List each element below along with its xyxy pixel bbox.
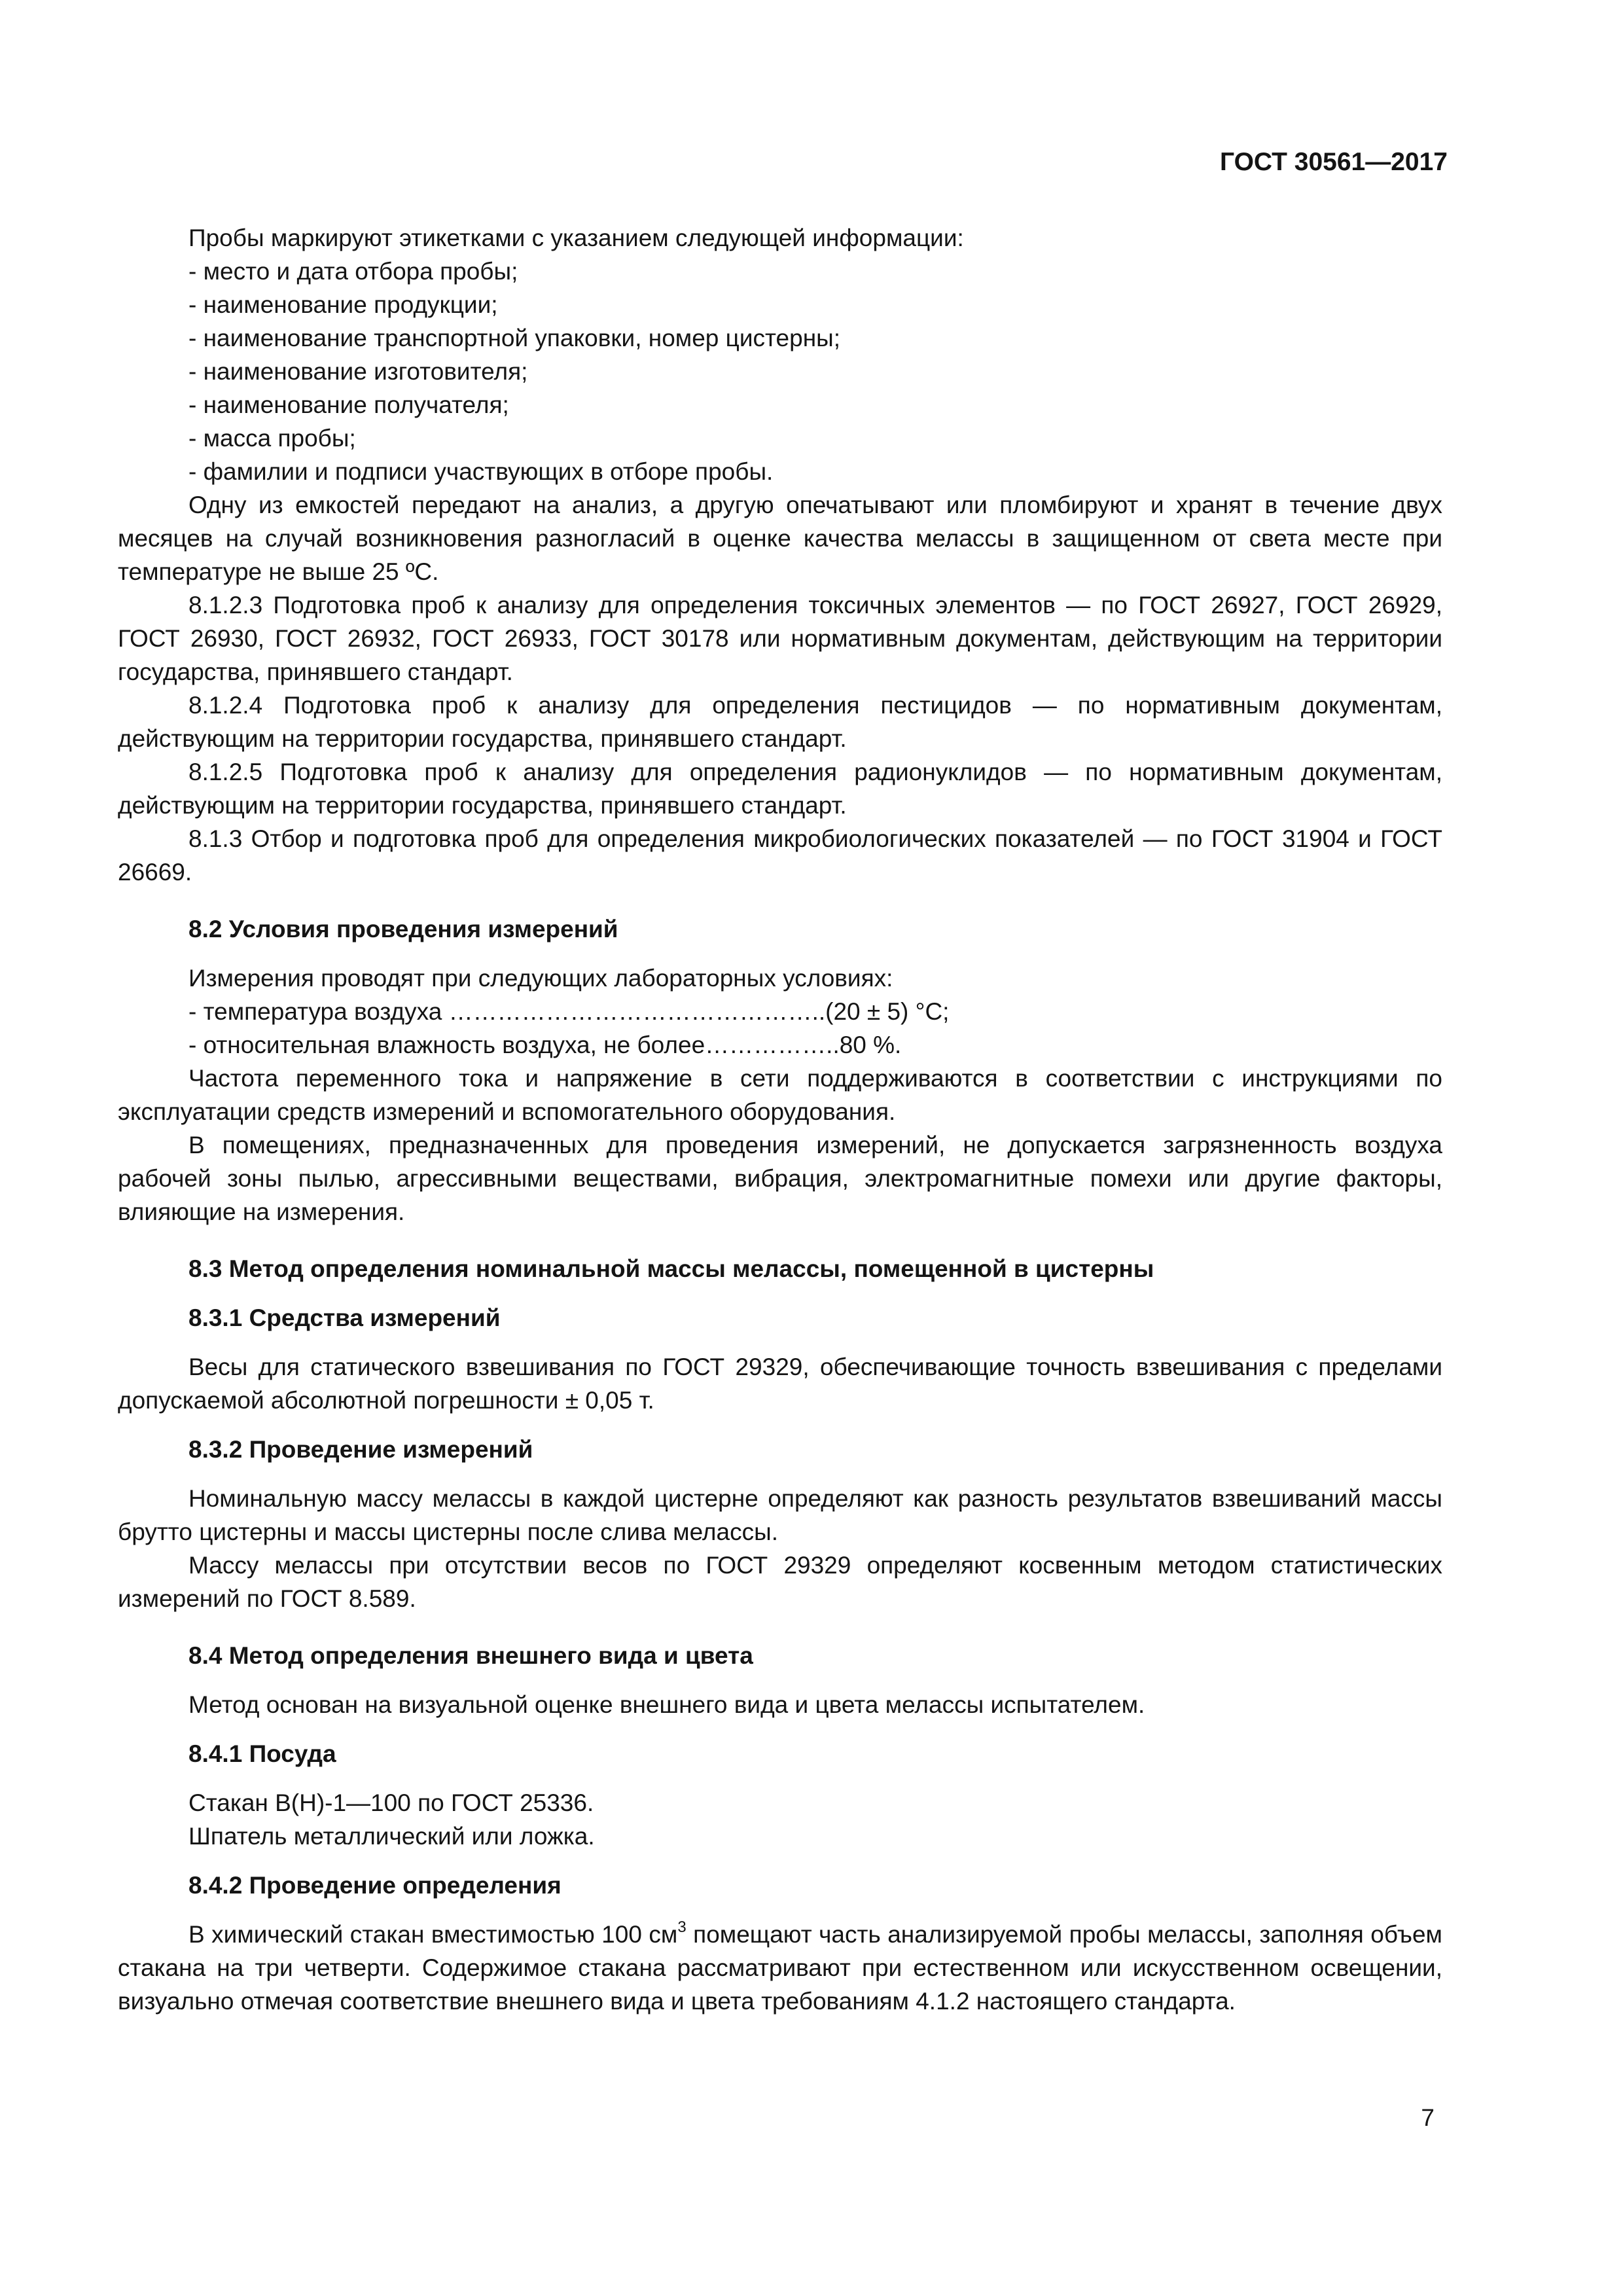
storage-paragraph: Одну из емкостей передают на анализ, а другую опечатывают или пломбируют и хранят в течение двух месяцев на случай возникновения разногласий в оценке качества мелассы в защищенном от света месте при температуре не выше 25 ºС. — [118, 492, 1442, 585]
cubic-superscript: 3 — [677, 1918, 687, 1936]
visual-method-paragraph: Метод основан на визуальной оценке внешнего вида и цвета мелассы испытателем. — [188, 1691, 1145, 1718]
glassware-item: Стакан В(Н)-1—100 по ГОСТ 25336. — [188, 1789, 594, 1816]
scales-paragraph: Весы для статического взвешивания по ГОСТ 29329, обеспечивающие точность взвешивания с пределами допускаемой абсолютной погрешности ± 0,05 т. — [118, 1354, 1442, 1414]
label-item: - место и дата отбора пробы; — [188, 258, 518, 285]
labeling-intro: Пробы маркируют этикетками с указанием следующей информации: — [188, 224, 964, 251]
label-item: - наименование изготовителя; — [188, 358, 528, 385]
clause-8-1-2-4: 8.1.2.4 Подготовка проб к анализу для определения пестицидов — по нормативным документам, действующим на территории государства, принявшего стандарт. — [118, 692, 1442, 752]
premises-paragraph: В помещениях, предназначенных для проведения измерений, не допускается загрязненность воздуха рабочей зоны пылью, агрессивными веществами, вибрация, электромагнитные помехи или другие факторы, влияющие на измерения. — [118, 1132, 1442, 1225]
glassware-item: Шпатель металлический или ложка. — [188, 1823, 595, 1850]
label-item: - наименование получателя; — [188, 391, 509, 418]
indirect-method-paragraph: Массу мелассы при отсутствии весов по ГОСТ 29329 определяют косвенным методом статистических измерений по ГОСТ 8.589. — [118, 1552, 1442, 1612]
section-8-4-1-heading: 8.4.1 Посуда — [188, 1740, 336, 1767]
determination-paragraph — [118, 1918, 1442, 2018]
section-8-4-heading: 8.4 Метод определения внешнего вида и цвета — [188, 1642, 753, 1669]
determination-text-start: В химический стакан вместимостью 100 см — [188, 1921, 678, 1948]
section-8-4-2-heading: 8.4.2 Проведение определения — [188, 1872, 562, 1899]
condition-item: - относительная влажность воздуха, не более……………..80 %. — [188, 1031, 902, 1058]
label-item: - наименование транспортной упаковки, номер цистерны; — [188, 325, 841, 351]
section-8-3-1-heading: 8.3.1 Средства измерений — [188, 1304, 501, 1331]
page-number: 7 — [1421, 2104, 1435, 2131]
label-item: - наименование продукции; — [188, 291, 498, 318]
clause-8-1-3: 8.1.3 Отбор и подготовка проб для определения микробиологических показателей — по ГОСТ 31904 и ГОСТ 26669. — [118, 825, 1442, 886]
power-paragraph: Частота переменного тока и напряжение в сети поддерживаются в соответствии с инструкциями по эксплуатации средств измерений и вспомогательного оборудования. — [118, 1065, 1442, 1125]
label-item: - фамилии и подписи участвующих в отборе пробы. — [188, 458, 774, 485]
document-id-header: ГОСТ 30561—2017 — [1220, 148, 1448, 176]
section-8-3-heading: 8.3 Метод определения номинальной массы мелассы, помещенной в цистерны — [188, 1255, 1154, 1282]
label-item: - масса пробы; — [188, 425, 356, 452]
clause-8-1-2-5: 8.1.2.5 Подготовка проб к анализу для определения радионуклидов — по нормативным документам, действующим на территории государства, принявшего стандарт. — [118, 759, 1442, 819]
document-body — [118, 221, 1442, 2018]
conditions-intro: Измерения проводят при следующих лабораторных условиях: — [188, 965, 893, 992]
section-8-2-heading: 8.2 Условия проведения измерений — [188, 916, 618, 942]
determination-text-rest: помещают часть анализируемой пробы мелассы, заполняя объем стакана на три четверти. Содержимое стакана рассматривают при естественном или искусственном освещении, визуально отмечая соответствие внешнего вида и цвета требованиям 4.1.2 настоящего стандарта. — [118, 1921, 1442, 2015]
section-8-3-2-heading: 8.3.2 Проведение измерений — [188, 1436, 533, 1463]
nominal-mass-paragraph: Номинальную массу мелассы в каждой цистерне определяют как разность результатов взвешиваний массы брутто цистерны и массы цистерны после слива мелассы. — [118, 1485, 1442, 1545]
condition-item: - температура воздуха ………………………………………..(20 ± 5) °С; — [188, 998, 950, 1025]
clause-8-1-2-3: 8.1.2.3 Подготовка проб к анализу для определения токсичных элементов — по ГОСТ 26927, ГОСТ 26929, ГОСТ 26930, ГОСТ 26932, ГОСТ 26933, ГОСТ 30178 или нормативным документам, действующим на территории государства, принявшего стандарт. — [118, 592, 1442, 685]
